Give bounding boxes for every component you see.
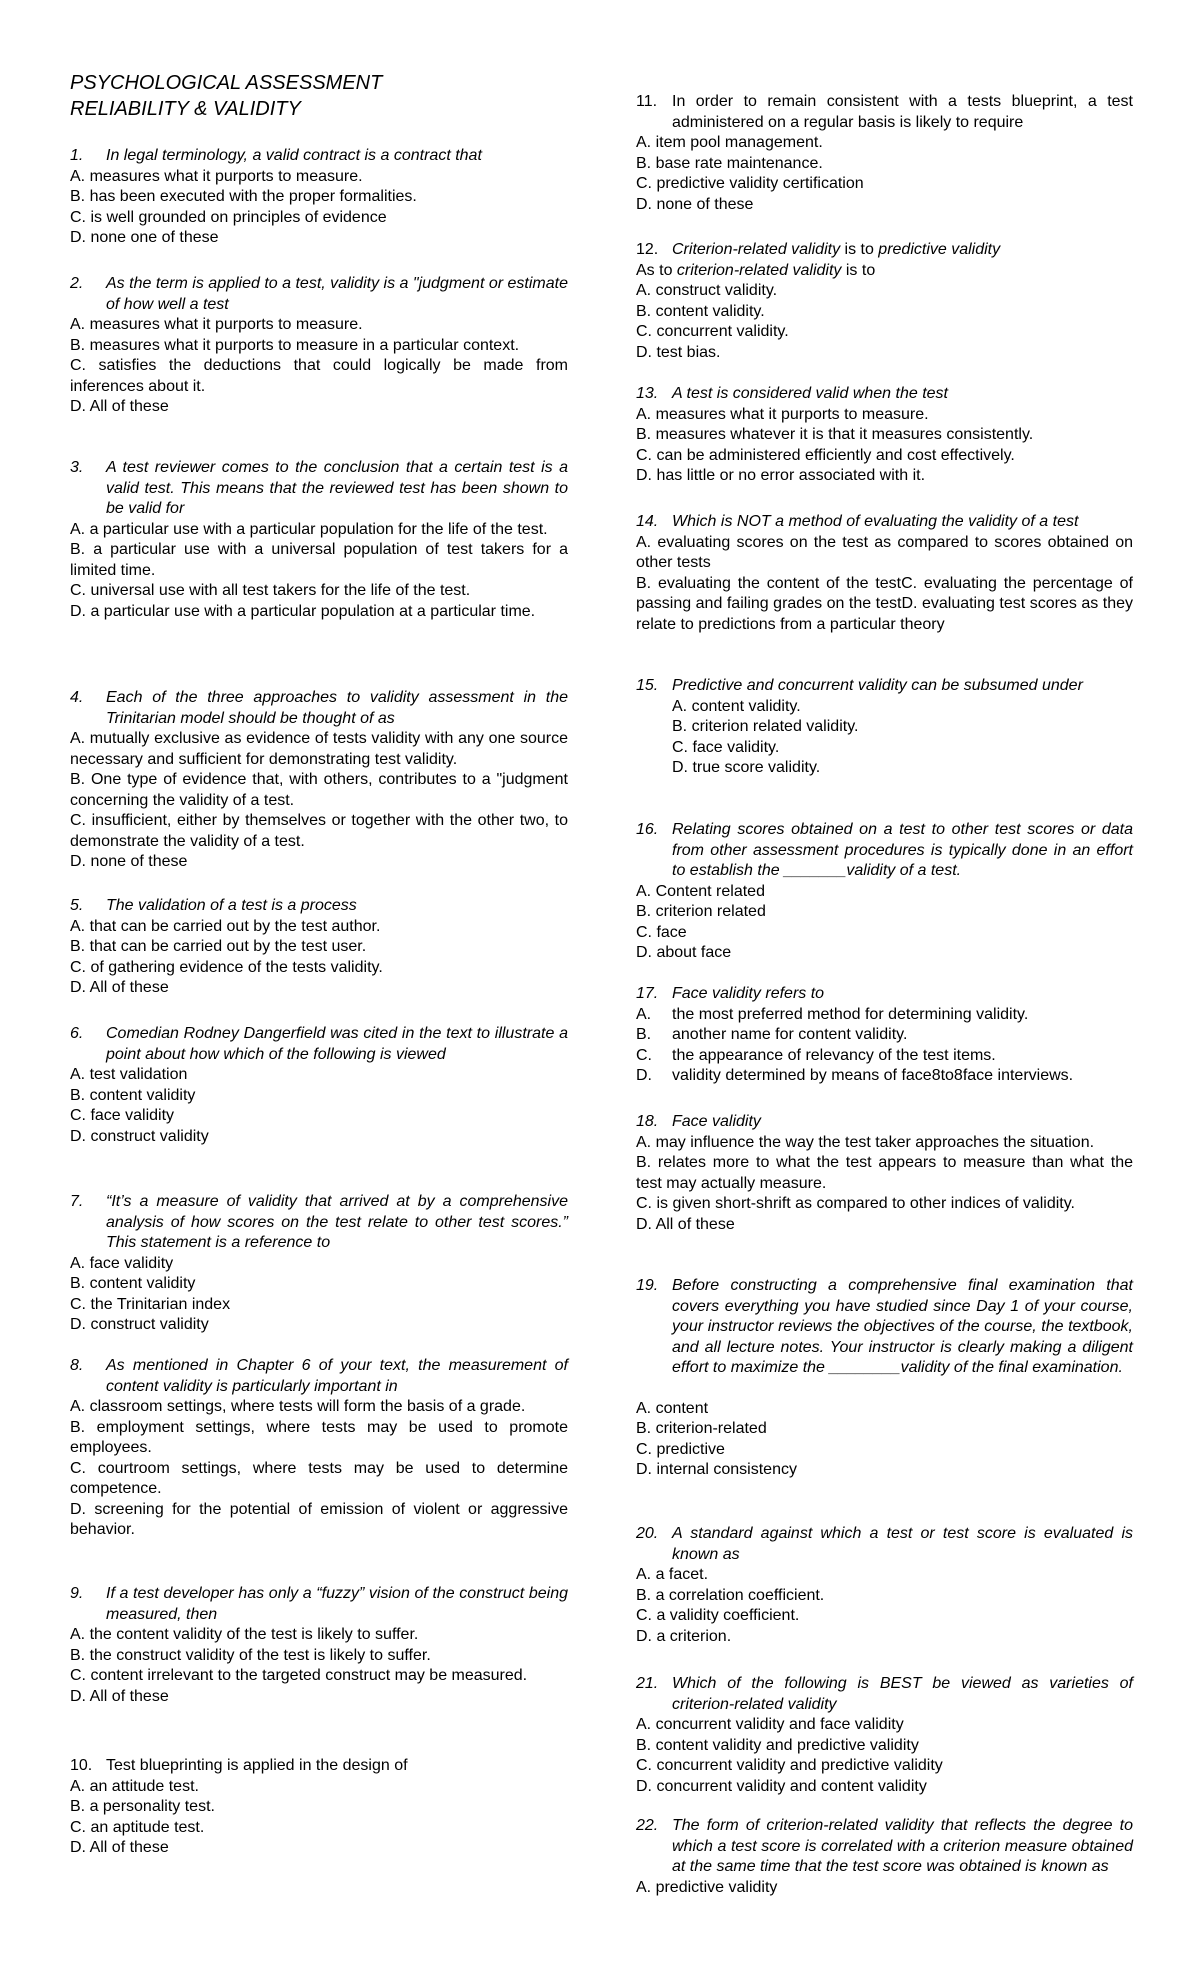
option-a: A. the content validity of the test is likely to suffer. xyxy=(70,1626,419,1643)
question-number: 20. xyxy=(636,1525,659,1542)
option-b: B. base rate maintenance. xyxy=(636,154,823,172)
question-5 xyxy=(70,896,568,999)
question-14 xyxy=(636,512,1133,635)
question-15 xyxy=(636,676,1133,779)
option-b: B. a particular use with a universal population of test takers for a limited time. xyxy=(70,541,568,579)
option-b: B. content validity. xyxy=(636,302,765,320)
option-d: D. All of these xyxy=(70,979,169,996)
question-stem: If a test developer has only a “fuzzy” vision of the construct being measured, then xyxy=(106,1585,568,1623)
question-stem: Criterion-related validity is to predictive validity xyxy=(672,241,1001,258)
question-11 xyxy=(636,92,1133,215)
option-d: D. All of these xyxy=(70,1839,169,1856)
option-b: B. criterion related validity. xyxy=(672,718,859,735)
option-b: B. a personality test. xyxy=(70,1798,215,1815)
option-c: C. an aptitude test. xyxy=(70,1818,205,1836)
option-d: D. a particular use with a particular population at a particular time. xyxy=(70,602,536,620)
option-c: C. predictive validity certification xyxy=(636,175,864,192)
question-21 xyxy=(636,1674,1133,1797)
option-a: A. measures what it purports to measure. xyxy=(70,316,363,333)
option-a: A. construct validity. xyxy=(636,282,778,299)
question-19 xyxy=(636,1276,1133,1481)
title-line-1: PSYCHOLOGICAL ASSESSMENT xyxy=(70,72,383,94)
option-c: C. content irrelevant to the targeted construct may be measured. xyxy=(70,1667,528,1684)
question-20 xyxy=(636,1524,1133,1647)
question-17 xyxy=(636,984,1133,1087)
question-18 xyxy=(636,1112,1133,1235)
option-a: A. an attitude test. xyxy=(70,1777,199,1795)
question-number: 14. xyxy=(636,513,659,530)
question-6 xyxy=(70,1024,568,1147)
option-b-c-d: B. evaluating the content of the testC. evaluating the percentage of passing and failing grades on the testD. evaluating test scores as they relate to predictions from a particular theory xyxy=(636,574,1133,633)
option-a: A. classroom settings, where tests will form the basis of a grade. xyxy=(70,1398,526,1415)
question-number: 7. xyxy=(70,1193,84,1210)
question-number: 19. xyxy=(636,1277,659,1294)
question-number: 22. xyxy=(636,1817,659,1834)
option-c: C. satisfies the deductions that could logically be made from inferences about it. xyxy=(70,357,568,395)
question-stem: Before constructing a comprehensive final examination that covers everything you have studied since Day 1 of your course, your instructor reviews the objectives of the course, the textbook, and all lecture notes. Your instructor is clearly making a diligent effort to maximize the ________validity of the final examination. xyxy=(672,1277,1133,1376)
question-7 xyxy=(70,1192,568,1336)
question-stem: “It’s a measure of validity that arrived at by a comprehensive analysis of how scores on the test relate to other test scores.” This statement is a reference to xyxy=(106,1193,568,1251)
option-a: A. that can be carried out by the test author. xyxy=(70,917,381,935)
question-stem: Face validity xyxy=(672,1113,761,1130)
option-c: C. face validity. xyxy=(672,738,780,756)
question-stem: A standard against which a test or test score is evaluated is known as xyxy=(672,1525,1133,1563)
option-a: A. evaluating scores on the test as compared to scores obtained on other tests xyxy=(636,533,1133,571)
option-c: C. can be administered efficiently and cost effectively. xyxy=(636,446,1015,464)
question-12 xyxy=(636,240,1133,363)
option-b: B. has been executed with the proper formalities. xyxy=(70,188,417,205)
option-a: A. may influence the way the test taker approaches the situation. xyxy=(636,1133,1095,1151)
question-stem: In legal terminology, a valid contract is a contract that xyxy=(106,147,482,164)
option-d: D. none one of these xyxy=(70,229,219,246)
title-line-2: RELIABILITY & VALIDITY xyxy=(70,98,301,120)
option-b: B. a correlation coefficient. xyxy=(636,1586,825,1604)
option-d: D. internal consistency xyxy=(636,1461,797,1478)
option-d: D. All of these xyxy=(70,398,169,415)
option-d: D. construct validity xyxy=(70,1127,209,1145)
question-number: 17. xyxy=(636,985,659,1002)
option-c: C. a validity coefficient. xyxy=(636,1607,800,1624)
question-stem: Test blueprinting is applied in the design of xyxy=(106,1757,408,1774)
question-4 xyxy=(70,688,568,873)
question-2 xyxy=(70,274,568,418)
option-c: C. insufficient, either by themselves or together with the other two, to demonstrate the validity of a test. xyxy=(70,812,568,850)
option-b: B. content validity and predictive validity xyxy=(636,1736,919,1754)
option-c: C. concurrent validity. xyxy=(636,323,789,340)
option-d: D. has little or no error associated with it. xyxy=(636,467,926,484)
question-stem: Predictive and concurrent validity can be subsumed under xyxy=(672,677,1083,694)
question-number: 9. xyxy=(70,1585,84,1602)
option-c: C. face validity xyxy=(70,1107,175,1124)
option-c: C. the appearance of relevancy of the test items. xyxy=(636,1046,996,1064)
option-d: D. none of these xyxy=(636,195,754,213)
option-d: D. validity determined by means of face8to8face interviews. xyxy=(636,1067,1074,1084)
option-a: A. predictive validity xyxy=(636,1878,778,1896)
question-stem: A test is considered valid when the test xyxy=(672,385,948,402)
option-d: D. screening for the potential of emission of violent or aggressive behavior. xyxy=(70,1500,568,1538)
option-b: B. criterion related xyxy=(636,903,766,920)
question-number: 2. xyxy=(70,275,84,292)
question-number: 10. xyxy=(70,1757,93,1774)
question-stem: Face validity refers to xyxy=(672,985,825,1002)
option-a: A. the most preferred method for determining validity. xyxy=(636,1005,1029,1023)
option-d: D. true score validity. xyxy=(672,759,821,776)
option-c: C. is given short-shrift as compared to other indices of validity. xyxy=(636,1195,1075,1212)
question-number: 13. xyxy=(636,385,659,402)
question-stem: In order to remain consistent with a tests blueprint, a test administered on a regular basis is likely to require xyxy=(672,93,1133,131)
question-stem: Each of the three approaches to validity assessment in the Trinitarian model should be thought of as xyxy=(106,689,568,727)
option-a: A. item pool management. xyxy=(636,134,823,151)
option-d: D. about face xyxy=(636,944,732,961)
option-d: D. construct validity xyxy=(70,1316,209,1333)
option-a: A. measures what it purports to measure. xyxy=(70,167,363,185)
option-b: B. relates more to what the test appears to measure than what the test may actually measure. xyxy=(636,1154,1133,1192)
option-b: B. content validity xyxy=(70,1086,196,1104)
question-22 xyxy=(636,1816,1133,1898)
question-stem: As mentioned in Chapter 6 of your text, the measurement of content validity is particularly important in xyxy=(106,1357,568,1395)
option-c: C. the Trinitarian index xyxy=(70,1295,231,1313)
option-d: D. a criterion. xyxy=(636,1627,732,1645)
question-number: 6. xyxy=(70,1025,84,1042)
question-number: 8. xyxy=(70,1357,84,1374)
option-c: C. universal use with all test takers for the life of the test. xyxy=(70,582,471,599)
option-b: B. One type of evidence that, with others, contributes to a "judgment concerning the validity of a test. xyxy=(70,771,568,809)
option-a: A. a particular use with a particular population for the life of the test. xyxy=(70,520,548,538)
option-d: D. All of these xyxy=(70,1687,169,1705)
question-number: 11. xyxy=(636,93,658,110)
question-stem: Comedian Rodney Dangerfield was cited in the text to illustrate a point about how which of the following is viewed xyxy=(106,1025,568,1063)
option-a: A. face validity xyxy=(70,1254,174,1272)
option-a: A. content xyxy=(636,1399,709,1417)
option-a: A. concurrent validity and face validity xyxy=(636,1716,904,1733)
question-number: 3. xyxy=(70,459,84,476)
option-a: A. test validation xyxy=(70,1066,188,1083)
question-16 xyxy=(636,820,1133,964)
question-1 xyxy=(70,146,568,249)
option-c: C. courtroom settings, where tests may be used to determine competence. xyxy=(70,1459,568,1497)
option-b: B. another name for content validity. xyxy=(636,1026,908,1043)
question-13 xyxy=(636,384,1133,487)
question-3 xyxy=(70,458,568,622)
question-stem: Which of the following is BEST be viewed as varieties of criterion-related validity xyxy=(672,1675,1133,1713)
option-a: A. measures what it purports to measure. xyxy=(636,405,929,423)
option-d: D. concurrent validity and content validity xyxy=(636,1777,927,1795)
question-stem: The validation of a test is a process xyxy=(106,897,357,914)
question-stem: Relating scores obtained on a test to other test scores or data from other assessment procedures is typically done in an effort to establish the _______validity of a test. xyxy=(672,821,1133,879)
option-d: D. none of these xyxy=(70,853,188,870)
question-stem: The form of criterion-related validity that reflects the degree to which a test score is correlated with a criterion measure obtained at the same time that the test score was obtained is known as xyxy=(672,1817,1133,1875)
option-a: A. Content related xyxy=(636,882,765,900)
option-a: A. content validity. xyxy=(672,697,801,715)
question-number: 16. xyxy=(636,821,659,838)
option-d: D. test bias. xyxy=(636,343,721,361)
question-number: 21. xyxy=(636,1675,659,1692)
question-number: 12. xyxy=(636,241,659,258)
question-9 xyxy=(70,1584,568,1707)
question-stem: Which is NOT a method of evaluating the validity of a test xyxy=(672,513,1079,530)
option-b: B. criterion-related xyxy=(636,1420,767,1437)
option-a: A. mutually exclusive as evidence of tests validity with any one source necessary and sufficient for demonstrating test validity. xyxy=(70,730,568,768)
question-number: 15. xyxy=(636,677,659,694)
question-number: 5. xyxy=(70,897,84,914)
question-stem: A test reviewer comes to the conclusion that a certain test is a valid test. This means that the reviewed test has been shown to be valid for xyxy=(106,459,568,517)
question-stem-line-2: As to criterion-related validity is to xyxy=(636,261,876,279)
option-c: C. concurrent validity and predictive validity xyxy=(636,1757,943,1774)
question-number: 1. xyxy=(70,147,84,164)
question-stem: As the term is applied to a test, validity is a "judgment or estimate of how well a test xyxy=(106,275,568,313)
option-c: C. face xyxy=(636,923,687,941)
option-b: B. the construct validity of the test is likely to suffer. xyxy=(70,1646,431,1664)
option-b: B. employment settings, where tests may be used to promote employees. xyxy=(70,1418,568,1456)
option-c: C. predictive xyxy=(636,1440,725,1458)
question-10 xyxy=(70,1756,568,1859)
question-number: 4. xyxy=(70,689,84,706)
option-c: C. of gathering evidence of the tests validity. xyxy=(70,958,383,976)
question-number: 18. xyxy=(636,1113,659,1130)
question-8 xyxy=(70,1356,568,1541)
option-d: D. All of these xyxy=(636,1215,735,1233)
option-a: A. a facet. xyxy=(636,1566,709,1583)
option-c: C. is well grounded on principles of evidence xyxy=(70,208,387,226)
option-b: B. measures whatever it is that it measures consistently. xyxy=(636,426,1034,443)
option-b: B. content validity xyxy=(70,1275,196,1292)
option-b: B. that can be carried out by the test user. xyxy=(70,938,367,955)
document-title xyxy=(70,70,382,122)
option-b: B. measures what it purports to measure in a particular context. xyxy=(70,336,520,354)
